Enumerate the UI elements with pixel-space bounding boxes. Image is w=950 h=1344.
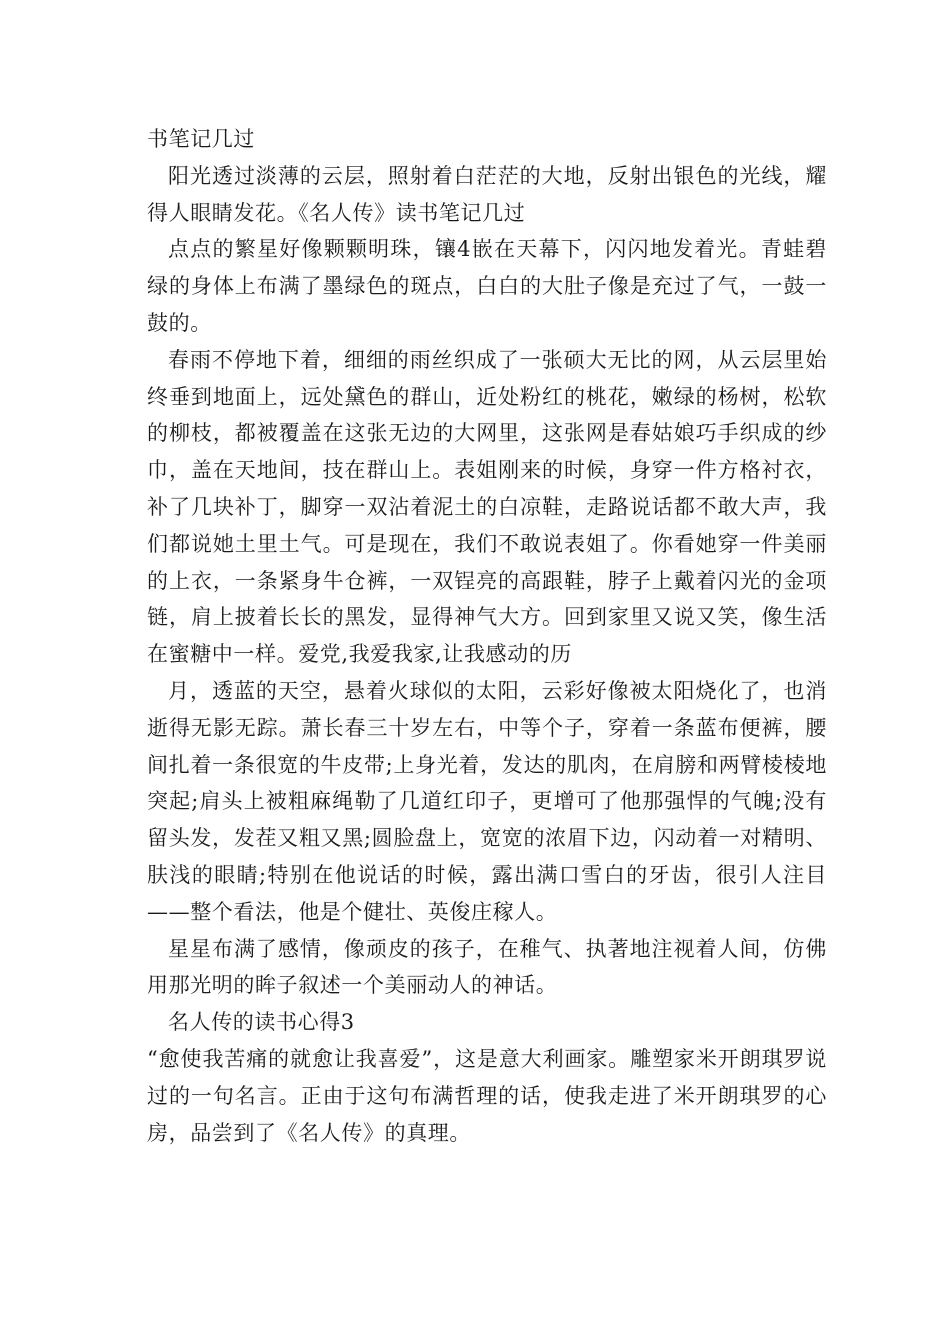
paragraph-3: 点点的繁星好像颗颗明珠，镶4嵌在天幕下，闪闪地发着光。青蛙碧绿的身体上布满了墨绿色的斑点，白白的大肚子像是充过了气，一鼓一鼓的。 [147,237,827,335]
section-heading: 名人传的读书心得3 [168,1010,355,1035]
paragraph-2: 阳光透过淡薄的云层，照射着白茫茫的大地，反射出银色的光线，耀得人眼睛发花。《名人传》读书笔记几过 [147,163,827,225]
paragraph-8: “愈使我苦痛的就愈让我喜爱”，这是意大利画家。雕塑家米开朗琪罗说过的一句名言。正由于这句布满哲理的话，使我走进了米开朗琪罗的心房，品尝到了《名人传》的真理。 [147,1046,827,1145]
paragraph-5: 月，透蓝的天空，悬着火球似的太阳，云彩好像被太阳烧化了，也消逝得无影无踪。萧长春三十岁左右，中等个子，穿着一条蓝布便裤，腰间扎着一条很宽的牛皮带;上身光着，发达的肌肉，在肩膀和两臂棱棱地突起;肩头上被粗麻绳勒了几道红印子，更增可了他那强悍的气魄;没有留头发，发茬又粗又黑;圆脸盘上，宽宽的浓眉下边，闪动着一对精明、肤浅的眼睛;特别在他说话的时候，露出满口雪白的牙齿，很引人注目——整个看法，他是个健壮、英俊庄稼人。 [147,678,827,924]
paragraph-4: 春雨不停地下着，细细的雨丝织成了一张硕大无比的网，从云层里始终垂到地面上，远处黛色的群山，近处粉红的桃花，嫩绿的杨树，松软的柳枝，都被覆盖在这张无边的大网里，这张网是春姑娘巧手织成的纱巾，盖在天地间，技在群山上。表姐刚来的时候，身穿一件方格衬衣，补了几块补丁，脚穿一双沾着泥土的白凉鞋，走路说话都不敢大声，我们都说她土里土气。可是现在，我们不敢说表姐了。你看她穿一件美丽的上衣，一条紧身牛仓裤，一双锃亮的高跟鞋，脖子上戴着闪光的金项链，肩上披着长长的黑发，显得神气大方。回到家里又说又笑，像生活在蜜糖中一样。爱党,我爱我家,让我感动的历 [147,347,827,667]
document-body [147,121,827,1151]
paragraph-1: 书笔记几过 [147,127,255,151]
paragraph-6: 星星布满了感情，像顽皮的孩子，在稚气、执著地注视着人间，仿佛用那光明的眸子叙述一个美丽动人的神话。 [147,936,827,998]
